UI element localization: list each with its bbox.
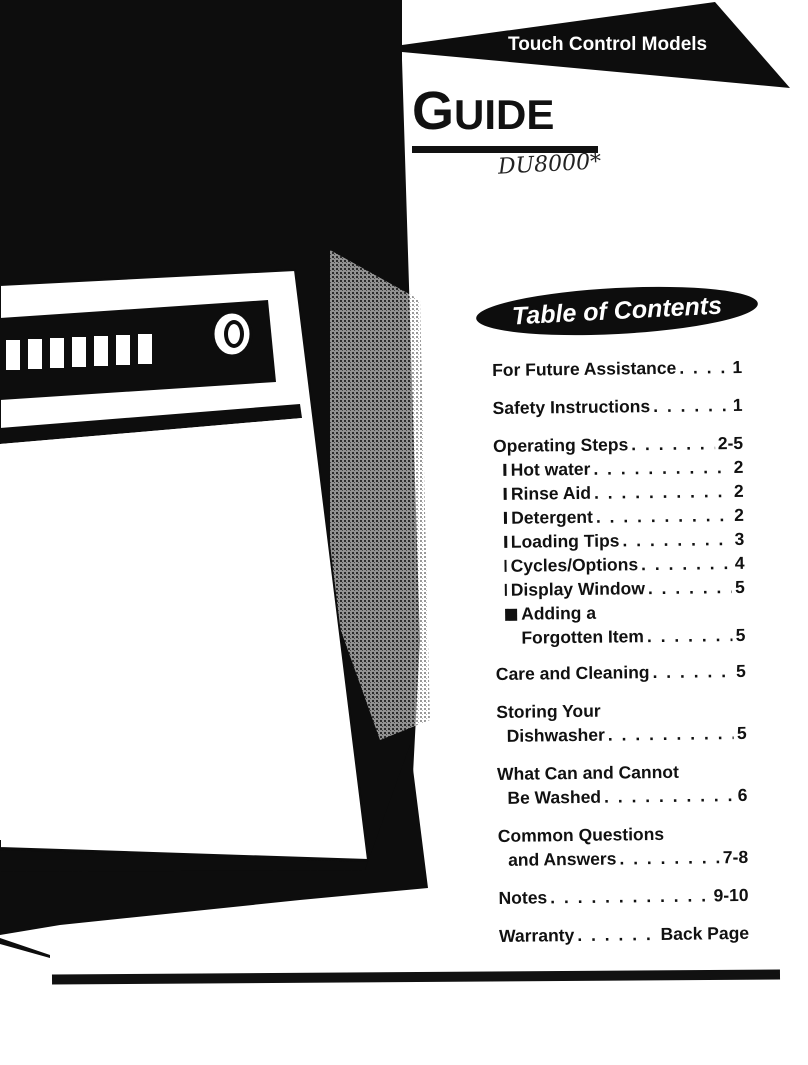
toc-line (493, 431, 743, 458)
table-of-contents (492, 355, 749, 962)
toc-entry (498, 883, 748, 910)
toc-label: Adding a (521, 602, 597, 624)
toc-entry (493, 431, 746, 650)
toc-page-number: 1 (732, 356, 743, 378)
leader-dots (648, 575, 733, 600)
toc-entry (492, 393, 742, 420)
toc-page-number: 5 (736, 722, 747, 744)
toc-page-number: 7-8 (722, 846, 749, 868)
toc-label: Hot water (510, 458, 591, 480)
bullet-icon (504, 536, 507, 548)
toc-line (498, 845, 748, 872)
leader-dots (647, 623, 733, 648)
toc-page-number: 3 (734, 528, 745, 550)
toc-page-number: 1 (732, 394, 743, 416)
leader-dots (653, 393, 730, 418)
toc-label: and Answers (508, 848, 617, 870)
leader-dots (631, 431, 715, 456)
toc-page-number: 2-5 (717, 432, 744, 454)
handwritten-model-note: DU8000* (497, 149, 602, 180)
floor-line (0, 938, 50, 958)
banner-title: Touch Control Models (508, 34, 708, 55)
leader-dots (619, 845, 720, 870)
toc-label: Care and Cleaning (495, 662, 650, 684)
toc-line (496, 659, 746, 686)
toc-label: For Future Assistance (492, 357, 677, 380)
toc-page-number: 9-10 (713, 884, 749, 906)
bullet-icon (505, 609, 517, 621)
toc-label: Forgotten Item (521, 626, 645, 648)
toc-label: Safety Instructions (492, 396, 651, 418)
page-title (412, 81, 555, 141)
toc-page-number: 2 (734, 504, 745, 526)
toc-line (494, 503, 744, 530)
toc-line (494, 551, 744, 578)
title-rest: UIDE (454, 91, 555, 138)
leader-dots (550, 883, 711, 909)
toc-line (499, 921, 749, 948)
toc-label: Detergent (511, 506, 593, 528)
toc-line (496, 721, 746, 748)
leader-dots (604, 783, 735, 809)
toc-page-number: 2 (733, 456, 744, 478)
door-face (0, 418, 360, 852)
toc-page-number: 5 (734, 576, 745, 598)
toc-heading: Table of Contents (511, 291, 723, 330)
toc-label: Be Washed (507, 786, 602, 808)
leader-dots (593, 455, 731, 481)
toc-entry (499, 921, 749, 948)
toc-entry (492, 355, 742, 382)
toc-label: Dishwasher (506, 724, 605, 746)
toc-label: Operating Steps (492, 434, 629, 456)
leader-dots (622, 527, 731, 552)
toc-page-number: 5 (735, 660, 746, 682)
leader-dots (577, 922, 658, 947)
leader-dots (652, 659, 733, 684)
toc-page-number: 4 (734, 552, 745, 574)
toc-label: Common Questions (497, 823, 665, 846)
toc-entry (498, 821, 749, 872)
toc-label: Rinse Aid (510, 482, 592, 504)
toc-label: Cycles/Options (510, 554, 639, 576)
leader-dots (596, 503, 732, 529)
toc-label: Loading Tips (510, 530, 620, 552)
toc-line (493, 455, 743, 482)
toc-entry (496, 659, 746, 686)
toc-page-number: 2 (733, 480, 744, 502)
bullet-icon (504, 512, 507, 524)
toc-line (492, 393, 742, 420)
toc-label: What Can and Cannot (496, 761, 679, 784)
toc-label: Notes (498, 887, 548, 908)
toc-label: Storing Your (496, 700, 601, 722)
toc-entry (496, 697, 747, 748)
toc-line (495, 575, 745, 602)
leader-dots (594, 479, 731, 505)
toc-entry (497, 759, 748, 810)
toc-line (498, 883, 748, 910)
leader-dots (679, 355, 729, 380)
toc-line (495, 623, 745, 650)
bullet-icon (504, 560, 506, 572)
title-initial: G (412, 81, 455, 141)
toc-line (492, 355, 742, 382)
toc-line (494, 527, 744, 554)
leader-dots (608, 721, 734, 747)
toc-page-number: 6 (737, 784, 748, 806)
leader-dots (641, 551, 732, 576)
toc-sub-label (495, 599, 745, 626)
toc-page-number: 5 (735, 624, 746, 646)
bullet-icon (503, 464, 506, 476)
toc-page-number: Back Page (660, 922, 750, 944)
toc-line (497, 783, 747, 810)
bullet-icon (504, 488, 507, 500)
toc-line (494, 479, 744, 506)
bullet-icon (505, 584, 507, 596)
toc-label: Display Window (510, 578, 645, 600)
toc-label: Warranty (498, 925, 575, 946)
